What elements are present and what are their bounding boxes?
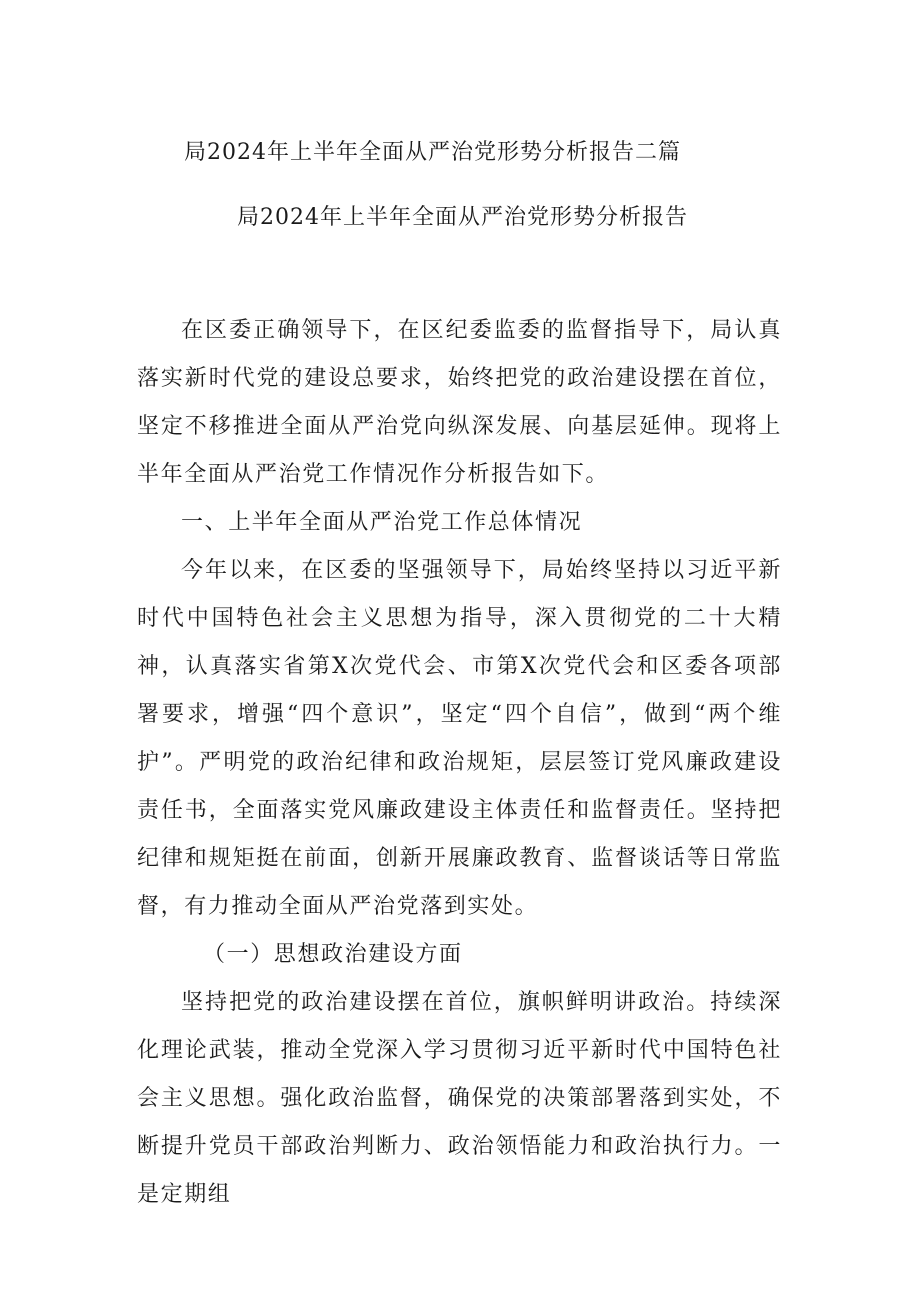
document-title: 局2024年上半年全面从严治党形势分析报告二篇 [184,140,681,165]
section-heading: 一、上半年全面从严治党工作总体情况 [181,510,583,535]
document-subtitle: 局2024年上半年全面从严治党形势分析报告 [237,205,688,230]
subsection-paragraph: 坚持把党的政治建设摆在首位，旗帜鲜明讲政治。持续深化理论武装，推动全党深入学习贯彻习近平新时代中国特色社会主义思想。强化政治监督，确保党的决策部署落到实处，不断提升党员干部政治判断力、政治领悟能力和政治执行力。一是定期组 [137,990,782,1207]
section-paragraph: 今年以来，在区委的坚强领导下，局始终坚持以习近平新时代中国特色社会主义思想为指导，深入贯彻党的二十大精神，认真落实省第X次党代会、市第X次党代会和区委各项部署要求，增强“四个意识”，坚定“四个自信”，做到“两个维护”。严明党的政治纪律和政治规矩，层层签订党风廉政建设责任书，全面落实党风廉政建设主体责任和监督责任。坚持把纪律和规矩挺在前面，创新开展廉政教育、监督谈话等日常监督，有力推动全面从严治党落到实处。 [137,558,782,919]
subsection-heading: （一）思想政治建设方面 [203,942,463,967]
intro-paragraph: 在区委正确领导下，在区纪委监委的监督指导下，局认真落实新时代党的建设总要求，始终把党的政治建设摆在首位，坚定不移推进全面从严治党向纵深发展、向基层延伸。现将上半年全面从严治党工作情况作分析报告如下。 [137,318,782,487]
document-body [137,307,782,1219]
